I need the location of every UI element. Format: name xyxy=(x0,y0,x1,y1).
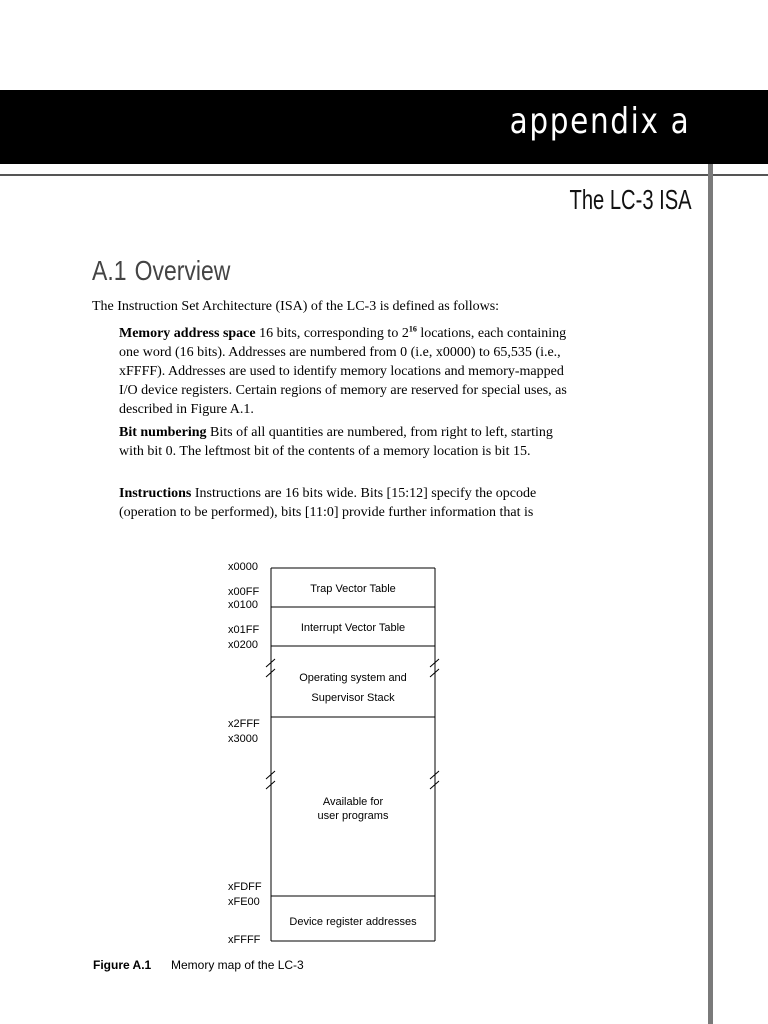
paragraph-text: locations, each containing one word (16 bits). Addresses are numbered from 0 (i.e, x0000) to 65,535 (i.e., xFFFF). Addresses are used to identify memory locations and memory-mapped I/O device registers. Certain regions of memory are reserved for special uses, as described in Figure A.1. xyxy=(119,326,567,417)
appendix-subtitle: The LC-3 ISA xyxy=(569,184,692,215)
address-label: xFE00 xyxy=(228,896,260,908)
paragraph-term: Memory address space xyxy=(119,326,256,341)
address-label: x00FF xyxy=(228,586,260,598)
address-label: x0100 xyxy=(228,599,258,611)
region-label-user-programs: user programs xyxy=(317,810,389,822)
address-label: x0200 xyxy=(228,639,258,651)
appendix-title: appendix a xyxy=(509,101,690,142)
region-label-interrupt-vector-table: Interrupt Vector Table xyxy=(300,622,406,634)
horizontal-rule xyxy=(0,174,768,176)
vertical-rule xyxy=(708,164,713,1024)
memory-map-diagram xyxy=(220,555,460,950)
address-label: xFFFF xyxy=(228,934,261,946)
paragraph-text: 16 bits, corresponding to 2 xyxy=(255,326,409,341)
paragraph-term: Instructions xyxy=(119,486,192,501)
region-label-trap-vector-table: Trap Vector Table xyxy=(310,583,396,595)
section-number: A.1 xyxy=(92,255,127,286)
section-title: Overview xyxy=(134,255,231,286)
paragraph-instructions xyxy=(119,484,567,522)
region-label-operating-system: Operating system and xyxy=(299,672,407,684)
superscript: 16 xyxy=(408,324,417,334)
address-label: x01FF xyxy=(228,624,260,636)
figure-caption-text: Memory map of the LC-3 xyxy=(171,958,304,972)
figure-caption xyxy=(93,958,304,972)
paragraph-bit-numbering xyxy=(119,423,567,461)
region-label-supervisor-stack: Supervisor Stack xyxy=(311,692,395,704)
figure-label: Figure A.1 xyxy=(93,958,152,972)
section-heading xyxy=(92,257,230,285)
paragraph-memory-address-space xyxy=(119,324,567,419)
paragraph-text: Bits of all quantities are numbered, from right to left, starting with bit 0. The leftmost bit of the contents of a memory location is bit 15. xyxy=(119,425,553,459)
region-label-device-register-addresses: Device register addresses xyxy=(289,916,417,928)
address-label: x2FFF xyxy=(228,718,260,730)
intro-text: The Instruction Set Architecture (ISA) of the LC-3 is defined as follows: xyxy=(92,299,500,314)
paragraph-text: Instructions are 16 bits wide. Bits [15:12] specify the opcode (operation to be performed), bits [11:0] provide further information that is xyxy=(119,486,537,520)
address-label: xFDFF xyxy=(228,881,262,893)
address-label: x3000 xyxy=(228,733,258,745)
region-label-available-for: Available for xyxy=(322,796,384,808)
paragraph-term: Bit numbering xyxy=(119,425,207,440)
address-label: x0000 xyxy=(228,561,258,573)
